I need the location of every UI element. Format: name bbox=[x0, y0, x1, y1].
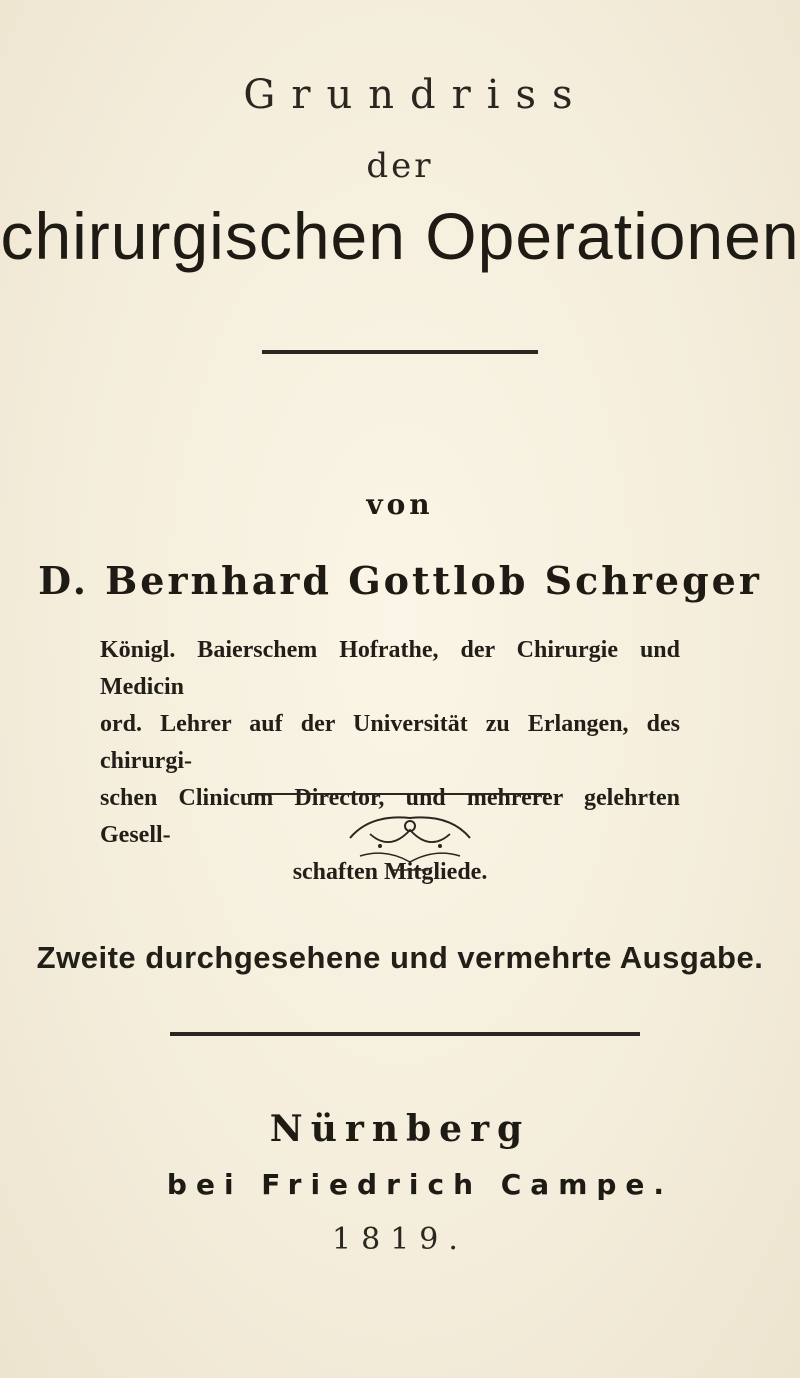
imprint-publisher: bei Friedrich Campe. bbox=[166, 1168, 674, 1201]
author-description-line: schen Clinicum Director, und mehrerer gelehrten Gesell- bbox=[100, 785, 680, 848]
title-rule bbox=[262, 350, 538, 354]
lower-divider-rule bbox=[170, 1032, 640, 1036]
author-name: D. Bernhard Gottlob Schreger bbox=[38, 558, 762, 603]
author-description-line: Königl. Baierschem Hofrathe, der Chirurgie und Medicin bbox=[100, 637, 680, 700]
title-line-grundriss: Grundriss bbox=[243, 72, 589, 118]
main-title: chirurgischen Operationen bbox=[0, 199, 800, 273]
imprint-city: Nürnberg bbox=[269, 1108, 531, 1150]
edition-statement: Zweite durchgesehene und vermehrte Ausgabe. bbox=[36, 940, 764, 975]
imprint-year: 1819. bbox=[332, 1222, 468, 1257]
title-line-der: der bbox=[366, 146, 434, 186]
author-description-line: ord. Lehrer auf der Universität zu Erlangen, des chirurgi- bbox=[100, 711, 680, 774]
by-label: von bbox=[366, 488, 434, 521]
author-description-line: schaften Mitgliede. bbox=[292, 859, 488, 885]
ornament-icon bbox=[330, 808, 490, 880]
upper-divider-rule bbox=[250, 793, 550, 795]
